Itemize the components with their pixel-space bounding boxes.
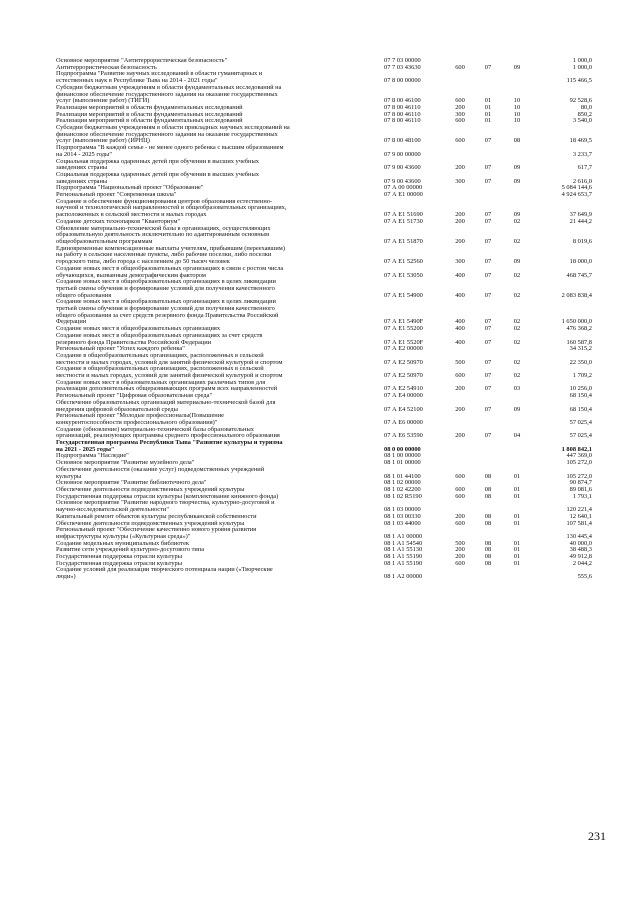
row-expense-type: 400 xyxy=(455,338,465,346)
row-section xyxy=(474,185,502,192)
row-subsection: 01 xyxy=(513,472,521,480)
row-amount: 105 272,0 xyxy=(566,472,592,480)
row-subsection: 09 xyxy=(513,211,521,219)
row-section: 01 xyxy=(484,110,492,118)
row-expense-type: 200 xyxy=(455,512,465,520)
row-amount: 21 444,2 xyxy=(569,217,592,225)
row-name: Подпрограмма "Развитие научных исследований в области гуманитарных и естественных наук в Республике Тыва на 2014 - 2021 годы" xyxy=(56,70,263,85)
row-amount: 5 084 144,6 xyxy=(561,184,592,192)
row-amount: 34 315,2 xyxy=(569,345,592,353)
row-amount: 8 019,6 xyxy=(572,237,592,245)
row-subsection: 02 xyxy=(513,237,521,245)
row-subsection: 02 xyxy=(513,271,521,279)
row-target-code: 07 8 00 00000 xyxy=(384,77,421,85)
row-subsection: 02 xyxy=(513,291,521,299)
row-name: Создание (обновление) материально-технической базы образовательных организаций, реализующих программы среднего профессионального образования xyxy=(56,425,280,440)
row-section: 07 xyxy=(484,358,492,366)
row-target-code: 08 1 01 00000 xyxy=(384,459,421,467)
row-amount: 1 709,2 xyxy=(572,372,592,380)
row-expense-type: 400 xyxy=(455,271,465,279)
row-amount: 107 581,4 xyxy=(566,519,592,527)
row-name: Создание и обеспечение функционирования центров образования естественно- научной и технологической направленностей в общеобразовательных организациях, расположенных в сельской местности и малых городах xyxy=(56,197,287,219)
table-row xyxy=(56,71,592,84)
row-target-code: 07 А Е1 5520F xyxy=(384,338,424,346)
row-section xyxy=(474,192,502,199)
table-row xyxy=(56,380,592,393)
row-section: 07 xyxy=(484,211,492,219)
row-subsection xyxy=(502,500,532,513)
row-target-code: 07 А 00 00000 xyxy=(384,184,423,192)
table-row xyxy=(56,125,592,145)
row-name: Обеспечение деятельности (оказание услуг) подведомственных учреждений культуры xyxy=(56,465,265,480)
row-subsection: 09 xyxy=(513,63,521,71)
row-subsection: 02 xyxy=(513,338,521,346)
row-section: 08 xyxy=(484,472,492,480)
row-expense-type xyxy=(446,192,474,199)
row-amount: 68 150,4 xyxy=(569,405,592,413)
row-section: 07 xyxy=(484,385,492,393)
row-name: Антитеррористическая безопасность xyxy=(56,63,157,71)
row-subsection: 10 xyxy=(513,110,521,118)
row-expense-type: 200 xyxy=(455,553,465,561)
row-expense-type xyxy=(446,527,474,540)
row-name: Обеспечение образовательных организаций материально-технической базой для внедрения цифровой образовательной среды xyxy=(56,398,276,413)
row-name: Капитальный ремонт объектов культуры республиканской собственности xyxy=(56,512,257,520)
row-expense-type: 200 xyxy=(455,405,465,413)
row-target-code: 08 1 01 44100 xyxy=(384,472,421,480)
row-subsection xyxy=(502,527,532,540)
row-amount: 105 272,0 xyxy=(566,459,592,467)
row-section xyxy=(474,460,502,467)
row-amount: 115 466,5 xyxy=(566,77,592,85)
row-target-code: 07 А Е4 52100 xyxy=(384,405,423,413)
budget-table-body xyxy=(56,58,592,581)
row-target-code: 07 8 00 46110 xyxy=(384,110,421,118)
row-name: Создание модельных муниципальных библиотек xyxy=(56,539,190,547)
row-subsection: 01 xyxy=(513,519,521,527)
row-amount: 18 000,0 xyxy=(569,258,592,266)
row-target-code: 07 А Е1 5490F xyxy=(384,318,424,326)
row-expense-type xyxy=(446,185,474,192)
row-name: Государственная поддержка отрасли культуры xyxy=(56,559,183,567)
row-expense-type xyxy=(446,453,474,460)
row-target-code: 08 1 А1 55130 xyxy=(384,546,423,554)
row-section: 08 xyxy=(484,539,492,547)
row-amount: 468 745,7 xyxy=(566,271,592,279)
row-name: Создание условий для реализации творческого потенциала нации («Творческие люди») xyxy=(56,566,273,581)
row-expense-type: 600 xyxy=(455,63,465,71)
row-expense-type: 500 xyxy=(455,358,465,366)
row-section xyxy=(474,71,502,84)
row-expense-type: 400 xyxy=(455,318,465,326)
row-name: Обновление материально-технической базы в организациях, осуществляющих образовательную деятельность исключительно по адаптированным основным общеобразовательным программам xyxy=(56,224,271,245)
row-target-code: 07 8 00 46110 xyxy=(384,117,421,125)
row-section: 08 xyxy=(484,492,492,500)
row-target-code: 07 8 00 46100 xyxy=(384,97,421,105)
row-subsection xyxy=(502,440,532,453)
table-row xyxy=(56,159,592,172)
row-section: 08 xyxy=(484,519,492,527)
row-expense-type: 300 xyxy=(455,258,465,266)
row-name: Региональный проект "Современная школа" xyxy=(56,191,177,199)
row-target-code: 08 1 03 00330 xyxy=(384,512,421,520)
row-name: Основное мероприятие "Развитие народного творчества, культурно-досуговой и научно-исследовательской деятельности" xyxy=(56,499,275,514)
row-amount: 3 540,0 xyxy=(572,117,592,125)
row-amount: 850,2 xyxy=(577,110,592,118)
row-section: 07 xyxy=(484,258,492,266)
row-subsection: 10 xyxy=(513,103,521,111)
row-name: Региональный проект "Молодые профессионалы(Повышение конкурентоспособности профессионального образования)" xyxy=(56,412,224,426)
row-expense-type: 600 xyxy=(455,559,465,567)
row-subsection: 02 xyxy=(513,318,521,326)
row-target-code: 07 А Е2 50970 xyxy=(384,358,423,366)
row-expense-type: 200 xyxy=(455,164,465,172)
row-amount: 10 256,0 xyxy=(569,385,592,393)
row-name: Региональный проект "Успех каждого ребенка" xyxy=(56,345,185,353)
table-row xyxy=(56,440,592,453)
row-section: 07 xyxy=(484,432,492,440)
row-name: Реализация мероприятий в области фундаментальных исследований xyxy=(56,110,243,118)
table-row xyxy=(56,145,592,158)
row-amount: 2 616,0 xyxy=(572,177,592,185)
row-name: Реализация мероприятий в области фундаментальных исследований xyxy=(56,117,243,125)
row-section xyxy=(474,145,502,158)
row-target-code: 07 9 00 00000 xyxy=(384,150,421,158)
row-subsection xyxy=(502,192,532,199)
row-target-code: 07 А Е2 00000 xyxy=(384,345,423,353)
table-row xyxy=(56,299,592,326)
row-amount: 617,7 xyxy=(577,164,592,172)
row-target-code: 07 А Е1 53050 xyxy=(384,271,423,279)
row-name: Обеспечение деятельности подведомственных учреждений культуры xyxy=(56,486,245,493)
row-target-code: 08 1 03 44000 xyxy=(384,519,421,527)
table-row xyxy=(56,226,592,246)
row-subsection: 01 xyxy=(513,512,521,520)
table-row xyxy=(56,279,592,299)
row-expense-type: 200 xyxy=(455,211,465,219)
row-target-code: 07 А Е1 00000 xyxy=(384,191,423,199)
row-section: 08 xyxy=(484,546,492,554)
row-subsection xyxy=(502,460,532,467)
row-name: Создание новых мест в общеобразовательных организациях за счет средств резервного фонда Правительства Российской Федерации xyxy=(56,331,263,346)
row-name: Реализация мероприятий в области фундаментальных исследований xyxy=(56,103,243,111)
row-name: Подпрограмма "Национальный проект "Образование" xyxy=(56,184,204,192)
row-section xyxy=(474,500,502,513)
table-row xyxy=(56,400,592,413)
row-expense-type: 400 xyxy=(455,291,465,299)
row-expense-type: 200 xyxy=(455,237,465,245)
row-expense-type: 400 xyxy=(455,325,465,333)
row-name: Создание в общеобразовательных организациях, расположенных в сельской местности и малых городах, условий для занятий физической культурой и спортом xyxy=(56,351,283,366)
row-name: Социальная поддержка одаренных детей при обучении в высших учебных заведениях страны xyxy=(56,157,259,172)
row-expense-type: 600 xyxy=(455,472,465,480)
row-subsection: 02 xyxy=(513,325,521,333)
table-row xyxy=(56,199,592,219)
row-target-code: 07 7 03 00000 xyxy=(384,57,421,64)
row-name: Развитие сети учреждений культурно-досугового типа xyxy=(56,546,205,554)
row-amount: 3 233,7 xyxy=(572,150,592,158)
row-name: Государственная программа Республики Тыва "Развитие культуры и туризма на 2021 - 2025 годы" xyxy=(56,439,283,453)
row-subsection xyxy=(502,145,532,158)
row-subsection: 01 xyxy=(513,486,521,493)
table-row xyxy=(56,413,592,426)
row-subsection: 10 xyxy=(513,117,521,125)
row-expense-type: 500 xyxy=(455,539,465,547)
row-subsection xyxy=(502,413,532,426)
row-amount: 1 000,0 xyxy=(572,57,592,64)
row-subsection: 09 xyxy=(513,405,521,413)
row-amount: 555,6 xyxy=(577,573,592,581)
row-expense-type xyxy=(446,71,474,84)
row-section: 08 xyxy=(484,559,492,567)
row-name: Субсидии бюджетным учреждениям в области прикладных научных исследований на финансовое обеспечение государственного задания на оказание государственных услуг (выполнение работ) (ИРНЦ) xyxy=(56,124,290,145)
row-name: Социальная поддержка одаренных детей при обучении в высших учебных заведениях страны xyxy=(56,170,259,185)
row-amount: 68 150,4 xyxy=(569,392,592,400)
row-target-code: 07 А Е2 54910 xyxy=(384,385,423,393)
row-subsection: 09 xyxy=(513,164,521,172)
row-subsection: 02 xyxy=(513,358,521,366)
row-name: Создание новых мест в общеобразовательных организациях в целях ликвидации третьей смены обучения и формирование условий для получения качественного общего образования за счет средств резервного фонда Правительства Российской Федерации xyxy=(56,298,279,326)
table-row xyxy=(56,427,592,440)
row-amount: 1 650 000,0 xyxy=(561,318,592,326)
row-amount: 90 874,7 xyxy=(569,479,592,487)
row-amount: 2 083 838,4 xyxy=(561,291,592,299)
row-target-code: 07 7 03 43630 xyxy=(384,63,421,71)
row-amount: 49 912,8 xyxy=(569,553,592,561)
table-row xyxy=(56,366,592,379)
row-section: 07 xyxy=(484,137,492,145)
row-section: 07 xyxy=(484,291,492,299)
row-subsection: 02 xyxy=(513,217,521,225)
row-expense-type: 200 xyxy=(455,432,465,440)
row-target-code: 07 А Е2 50970 xyxy=(384,372,423,380)
row-section: 07 xyxy=(484,164,492,172)
table-row xyxy=(56,500,592,513)
row-section xyxy=(474,527,502,540)
row-target-code: 07 А Е1 51870 xyxy=(384,237,423,245)
row-amount: 4 924 653,7 xyxy=(561,191,592,199)
row-subsection: 10 xyxy=(513,97,521,105)
row-expense-type xyxy=(446,567,474,580)
table-row xyxy=(56,266,592,279)
page-number: 231 xyxy=(588,829,606,843)
row-target-code: 07 А Е1 51730 xyxy=(384,217,423,225)
row-subsection: 08 xyxy=(513,137,521,145)
table-row xyxy=(56,467,592,480)
row-subsection: 01 xyxy=(513,553,521,561)
row-expense-type: 200 xyxy=(455,546,465,554)
row-name: Государственная поддержка отрасли культуры (комплектование книжного фонда) xyxy=(56,492,279,500)
row-section xyxy=(474,346,502,353)
row-name: Обеспечение деятельности подведомственных учреждений культуры xyxy=(56,519,245,527)
row-amount: 57 025,4 xyxy=(569,418,592,426)
row-subsection: 02 xyxy=(513,372,521,380)
row-section xyxy=(474,393,502,400)
row-section: 07 xyxy=(484,405,492,413)
row-subsection: 01 xyxy=(513,492,521,500)
row-expense-type: 600 xyxy=(455,372,465,380)
row-expense-type xyxy=(446,413,474,426)
row-target-code: 08 1 А1 00000 xyxy=(384,532,423,540)
row-section: 07 xyxy=(484,217,492,225)
row-target-code: 08 1 А1 55190 xyxy=(384,553,423,561)
row-target-code: 07 8 00 48100 xyxy=(384,137,421,145)
row-amount: 22 350,0 xyxy=(569,358,592,366)
row-section: 08 xyxy=(484,486,492,493)
row-target-code: 07 9 00 43600 xyxy=(384,164,421,172)
row-amount: 130 445,4 xyxy=(566,532,592,540)
row-amount: 18 469,5 xyxy=(569,137,592,145)
row-section: 07 xyxy=(484,237,492,245)
table-row xyxy=(56,333,592,346)
row-name: Единовременные компенсационные выплаты учителям, прибывшим (переехавшим) на работу в сельские населенные пункты, либо рабочие поселки, либо поселки городского типа, либо города с населением до 50 тысяч человек xyxy=(56,244,285,266)
row-section xyxy=(474,440,502,453)
row-name: Создание детских технопарков "Кванториум" xyxy=(56,217,181,225)
row-subsection xyxy=(502,393,532,400)
row-expense-type xyxy=(446,440,474,453)
row-name: Субсидии бюджетным учреждениям в области фундаментальных исследований на финансовое обеспечение государственного задания на оказание государственных услуг (выполнение работ) (ТИГИ) xyxy=(56,83,282,105)
row-expense-type: 300 xyxy=(455,110,465,118)
row-expense-type: 200 xyxy=(455,103,465,111)
row-name: Основное мероприятие "Антитеррористическая безопасность" xyxy=(56,57,228,64)
row-subsection: 03 xyxy=(513,385,521,393)
row-name: Подпрограмма "В каждой семье - не менее одного ребенка с высшим образованием на 2014 - 2025 годы" xyxy=(56,144,284,158)
row-target-code: 08 1 А2 00000 xyxy=(384,573,423,581)
row-expense-type: 600 xyxy=(455,519,465,527)
row-target-code: 07 А Е1 55200 xyxy=(384,325,423,333)
row-expense-type: 600 xyxy=(455,137,465,145)
budget-table xyxy=(56,58,592,581)
row-section: 01 xyxy=(484,103,492,111)
row-target-code: 07 А Е1 54900 xyxy=(384,291,423,299)
row-target-code: 07 8 00 46110 xyxy=(384,103,421,111)
row-target-code: 07 А Е1 51690 xyxy=(384,211,423,219)
row-subsection: 01 xyxy=(513,559,521,567)
row-amount: 476 368,2 xyxy=(566,325,592,333)
row-subsection: 01 xyxy=(513,546,521,554)
row-target-code: 08 1 03 00000 xyxy=(384,506,421,514)
table-row xyxy=(56,85,592,105)
row-target-code: 08 0 00 00000 xyxy=(384,445,421,453)
table-row xyxy=(56,246,592,266)
row-amount: 120 221,4 xyxy=(566,506,592,514)
row-amount: 37 649,9 xyxy=(569,211,592,219)
row-target-code: 08 1 02 R5190 xyxy=(384,492,422,500)
row-amount: 89 081,6 xyxy=(569,486,592,493)
row-expense-type: 600 xyxy=(455,97,465,105)
row-target-code: 08 1 00 00000 xyxy=(384,452,421,460)
row-section: 07 xyxy=(484,372,492,380)
row-amount: 1 000,0 xyxy=(572,63,592,71)
row-subsection xyxy=(502,453,532,460)
row-subsection: 09 xyxy=(513,177,521,185)
table-row xyxy=(56,172,592,185)
table-row xyxy=(56,353,592,366)
row-subsection xyxy=(502,185,532,192)
row-section: 01 xyxy=(484,117,492,125)
row-expense-type: 300 xyxy=(455,177,465,185)
row-target-code: 07 А Е1 52560 xyxy=(384,258,423,266)
row-section: 08 xyxy=(484,553,492,561)
row-amount: 160 587,8 xyxy=(566,338,592,346)
row-section: 07 xyxy=(484,318,492,326)
row-name: Региональный проект "Обеспечение качественно нового уровня развития инфраструктуры культуры («Культурная среда»)" xyxy=(56,526,257,540)
row-name: Региональный проект "Цифровая образовательная среда" xyxy=(56,392,213,400)
row-subsection xyxy=(502,567,532,580)
row-expense-type xyxy=(446,500,474,513)
row-expense-type xyxy=(446,460,474,467)
row-section: 07 xyxy=(484,338,492,346)
row-target-code: 08 1 02 42200 xyxy=(384,486,421,493)
row-section: 01 xyxy=(484,97,492,105)
row-amount: 1 808 842,1 xyxy=(561,445,592,453)
row-target-code: 08 1 А1 55190 xyxy=(384,559,423,567)
table-row xyxy=(56,527,592,540)
row-target-code: 07 А Е6 00000 xyxy=(384,418,423,426)
row-amount: 80,0 xyxy=(580,103,592,111)
row-subsection xyxy=(502,71,532,84)
row-amount: 57 025,4 xyxy=(569,432,592,440)
row-section xyxy=(474,453,502,460)
row-amount: 12 640,1 xyxy=(569,512,592,520)
row-expense-type: 600 xyxy=(455,486,465,493)
row-name: Создание новых мест в образовательных организациях различных типов для реализации дополнительных общеразвивающих программ всех направленностей xyxy=(56,378,278,393)
row-expense-type: 200 xyxy=(455,385,465,393)
row-subsection: 09 xyxy=(513,258,521,266)
row-section: 08 xyxy=(484,512,492,520)
row-name: Государственная поддержка отрасли культуры xyxy=(56,553,183,561)
row-target-code: 08 1 02 00000 xyxy=(384,479,421,487)
row-name: Основное мероприятие "Развитие библиотечного дела" xyxy=(56,479,207,487)
row-expense-type: 600 xyxy=(455,117,465,125)
row-expense-type xyxy=(446,393,474,400)
row-name: Создание новых мест в общеобразовательных организациях в целях ликвидации третьей смены обучения и формирование условий для получения качественного общего образования xyxy=(56,278,276,299)
row-section: 07 xyxy=(484,325,492,333)
row-expense-type: 200 xyxy=(455,217,465,225)
row-amount: 447 369,0 xyxy=(566,452,592,460)
row-target-code: 07 А Е4 00000 xyxy=(384,392,423,400)
row-name: Основное мероприятие "Развитие музейного дела" xyxy=(56,459,195,467)
row-expense-type xyxy=(446,145,474,158)
row-section: 07 xyxy=(484,271,492,279)
row-section xyxy=(474,413,502,426)
table-row xyxy=(56,567,592,580)
row-section: 07 xyxy=(484,63,492,71)
row-name: Подпрограмма "Наследие" xyxy=(56,452,129,460)
row-amount: 38 488,3 xyxy=(569,546,592,554)
row-subsection xyxy=(502,346,532,353)
row-expense-type: 600 xyxy=(455,492,465,500)
row-target-code: 07 9 00 43600 xyxy=(384,177,421,185)
row-target-code: 07 А Е6 53590 xyxy=(384,432,423,440)
row-amount: 92 528,6 xyxy=(569,97,592,105)
row-name: Создание новых мест в общеобразовательных организациях xyxy=(56,325,221,333)
row-amount: 40 000,0 xyxy=(569,539,592,547)
row-name: Создание новых мест в общеобразовательных организациях в связи с ростом числа обучающихся, вызванным демографическим фактором xyxy=(56,264,284,279)
row-target-code: 08 1 А1 54540 xyxy=(384,539,423,547)
row-amount: 1 793,1 xyxy=(572,492,592,500)
row-amount: 2 044,2 xyxy=(572,559,592,567)
row-section xyxy=(474,567,502,580)
row-name: Создание в общеобразовательных организациях, расположенных в сельской местности и малых городах, условий для занятий физической культурой и спортом xyxy=(56,365,283,380)
row-expense-type xyxy=(446,346,474,353)
row-subsection: 01 xyxy=(513,539,521,547)
row-subsection: 04 xyxy=(513,432,521,440)
row-section: 07 xyxy=(484,177,492,185)
